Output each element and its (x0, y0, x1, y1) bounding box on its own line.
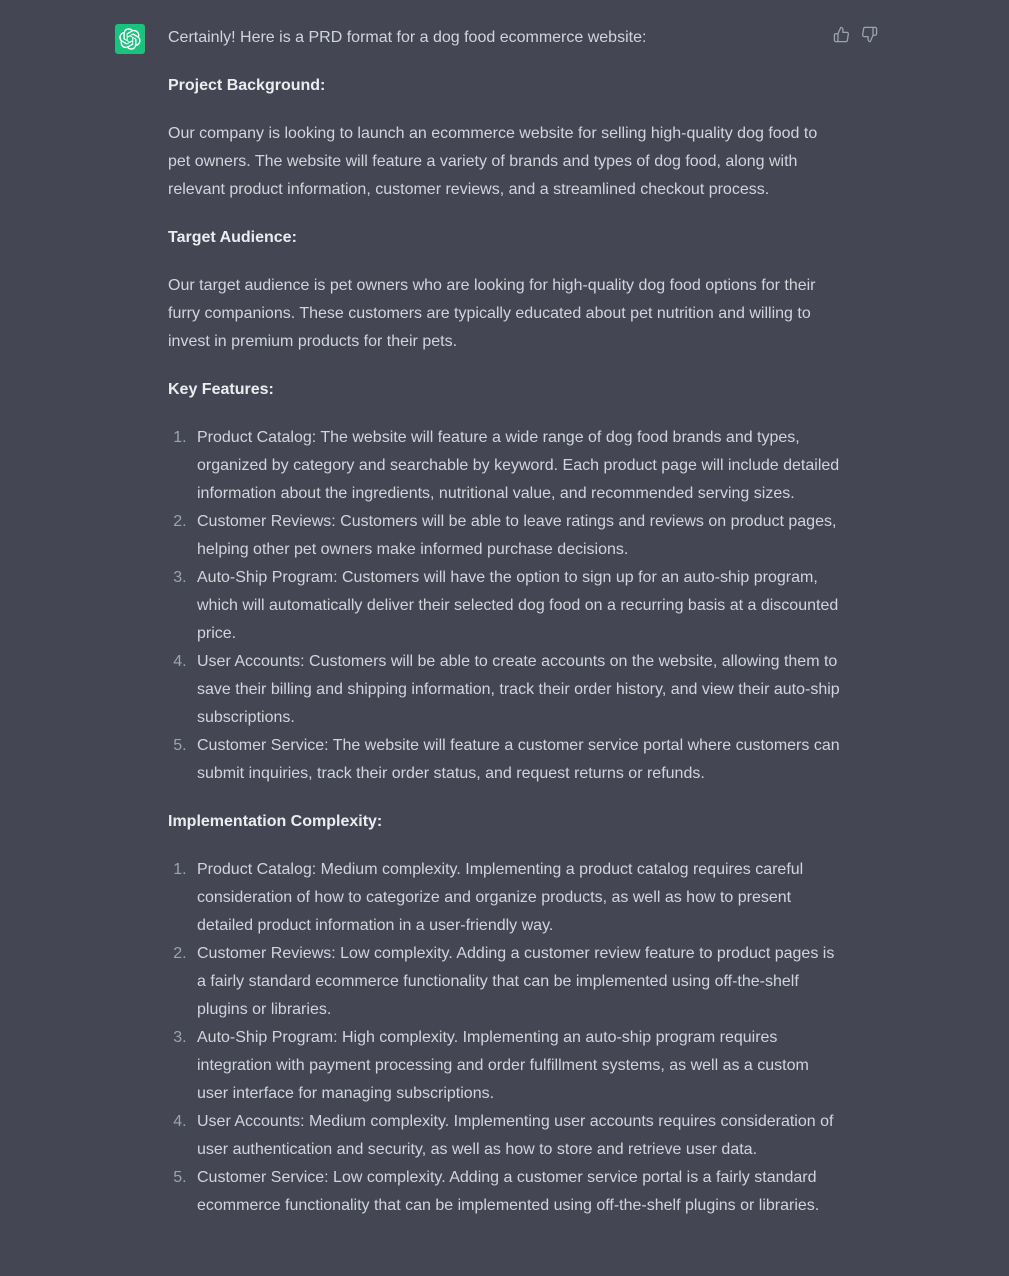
section-heading-target-audience: Target Audience: (168, 229, 297, 246)
list-item: 4. User Accounts: Medium complexity. Implementing user accounts requires consideration of user authentication and security, as well as how to store and retrieve user data. (191, 1108, 840, 1164)
list-item: 5. Customer Service: Low complexity. Adding a customer service portal is a fairly standard ecommerce functionality that can be implemented using off-the-shelf plugins or libraries. (191, 1164, 840, 1220)
list-item: 1. Product Catalog: The website will feature a wide range of dog food brands and types, organized by category and searchable by keyword. Each product page will include detailed information about the ingredients, nutritional value, and recommended serving sizes. (191, 424, 840, 508)
thumbs-down-button[interactable] (861, 26, 878, 43)
section-heading-key-features: Key Features: (168, 381, 274, 398)
thumbs-up-icon (833, 26, 850, 43)
section-heading-implementation-complexity: Implementation Complexity: (168, 813, 383, 830)
list-item: 1. Product Catalog: Medium complexity. Implementing a product catalog requires careful consideration of how to categorize and organize products, as well as how to present detailed product information in a user-friendly way. (191, 856, 840, 940)
list-item: 3. Auto-Ship Program: High complexity. Implementing an auto-ship program requires integration with payment processing and order fulfillment systems, as well as a custom user interface for managing subscriptions. (191, 1024, 840, 1108)
message-content (168, 24, 840, 1220)
list-item: 2. Customer Reviews: Customers will be able to leave ratings and reviews on product pages, helping other pet owners make informed purchase decisions. (191, 508, 840, 564)
section-heading-project-background: Project Background: (168, 77, 326, 94)
list-item: 2. Customer Reviews: Low complexity. Adding a customer review feature to product pages is a fairly standard ecommerce functionality that can be implemented using off-the-shelf plugins or libraries. (191, 940, 840, 1024)
implementation-complexity-list (168, 856, 840, 1220)
chatgpt-avatar (115, 24, 145, 54)
list-item: 3. Auto-Ship Program: Customers will have the option to sign up for an auto-ship program, which will automatically deliver their selected dog food on a recurring basis at a discounted price. (191, 564, 840, 648)
section-paragraph-target-audience: Our target audience is pet owners who are looking for high-quality dog food options for their furry companions. These customers are typically educated about pet nutrition and willing to invest in premium products for their pets. (168, 277, 816, 350)
list-item: 5. Customer Service: The website will feature a customer service portal where customers can submit inquiries, track their order status, and request returns or refunds. (191, 732, 840, 788)
section-paragraph-project-background: Our company is looking to launch an ecommerce website for selling high-quality dog food to pet owners. The website will feature a variety of brands and types of dog food, along with relevant product information, customer reviews, and a streamlined checkout process. (168, 125, 818, 198)
openai-logo-icon (119, 28, 141, 50)
list-item: 4. User Accounts: Customers will be able to create accounts on the website, allowing them to save their billing and shipping information, track their order history, and view their auto-ship subscriptions. (191, 648, 840, 732)
feedback-actions (833, 26, 878, 43)
thumbs-up-button[interactable] (833, 26, 850, 43)
thumbs-down-icon (861, 26, 878, 43)
key-features-list (168, 424, 840, 788)
message-intro: Certainly! Here is a PRD format for a dog food ecommerce website: (168, 29, 647, 46)
